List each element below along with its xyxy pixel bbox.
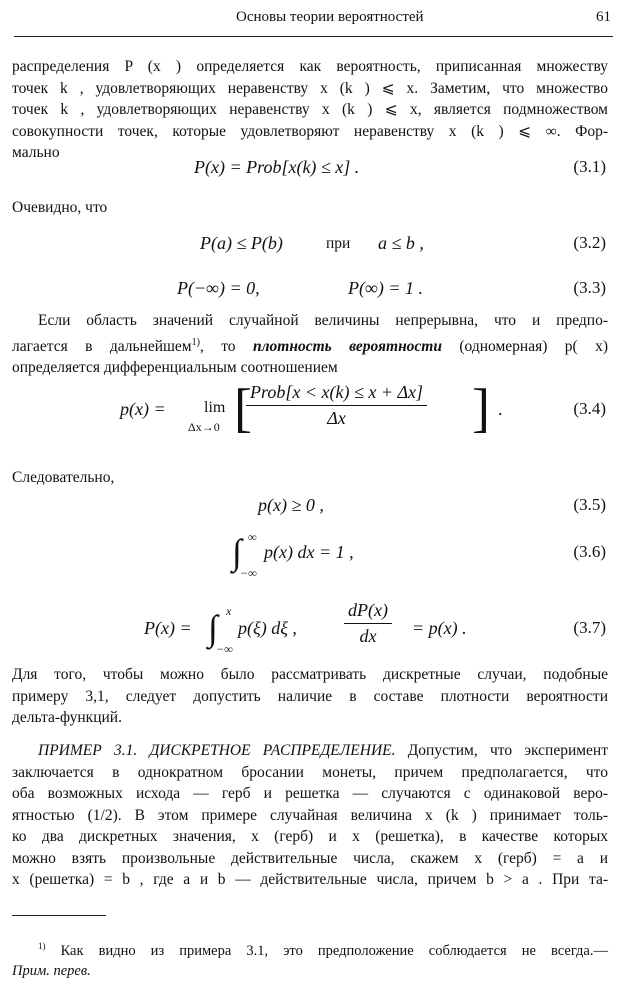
equation-number: (3.3) <box>573 278 606 297</box>
integral-sign: ∫ <box>232 532 242 572</box>
footnote <box>12 936 608 981</box>
equation-3-4 <box>12 380 608 444</box>
text-line <box>12 332 608 358</box>
text-line: ятностью (1/2). В этом примере случайная величина x (k ) принимает толь- <box>12 806 608 824</box>
text-line: оба возможных исхода — герб и решетка — случаются с одинаковой веро- <box>12 785 608 802</box>
fraction <box>344 600 392 647</box>
text-line: Для того, чтобы можно было рассматривать дискретные случаи, подобные <box>12 666 608 683</box>
fraction-denominator: Δx <box>327 408 346 428</box>
paragraph-obviously <box>12 197 608 219</box>
text-line: x (решетка) = b , где a и b — действительные числа, причем b > a . При та- <box>12 871 608 888</box>
text-line: определяется дифференциальным соотношением <box>12 359 338 377</box>
text-segment: , то <box>199 337 253 355</box>
integral-lower-limit: −∞ <box>240 566 257 580</box>
example-heading: ПРИМЕР 3.1. ДИСКРЕТНОЕ РАСПРЕДЕЛЕНИЕ. <box>38 742 396 759</box>
equation-number: (3.2) <box>573 233 606 252</box>
text-segment: лагается в дальнейшем <box>12 337 192 355</box>
text-line: Следовательно, <box>12 469 115 486</box>
term-probability-density: плотность вероятности <box>252 337 442 355</box>
equation-3-7 <box>12 598 608 660</box>
equation-number: (3.6) <box>573 542 606 561</box>
equation-3-6 <box>12 530 608 584</box>
text-line: распределения P (x ) определяется как вероятность, приписанная множеству <box>12 58 608 75</box>
integral-lower-limit: −∞ <box>216 642 233 656</box>
left-bracket: [ <box>234 378 252 438</box>
text-line: совокупности точек, которые удовлетворяют неравенству x (k ) ⩽ ∞. Фор- <box>12 122 608 140</box>
text-line: ко два дискретных значения, x (герб) и x (решетка), в качестве которых <box>12 828 608 845</box>
text-line: дельта-функций. <box>12 709 122 726</box>
integral-upper-limit: ∞ <box>248 530 257 544</box>
text-line: Очевидно, что <box>12 199 108 216</box>
paragraph-consequently <box>12 467 608 489</box>
footnote-rule <box>12 915 106 916</box>
equation-3-1 <box>12 157 608 185</box>
right-bracket: ] <box>472 378 490 438</box>
integral-sign: ∫ <box>208 608 218 648</box>
equation-body: p(x) dx = 1 , <box>264 542 354 562</box>
text-line <box>12 740 608 762</box>
equation-number: (3.4) <box>573 399 606 418</box>
fraction-denominator: dx <box>359 626 377 646</box>
paragraph-density-definition <box>12 310 608 379</box>
fraction-numerator: dP(x) <box>344 600 392 624</box>
translator-note: Прим. перев. <box>12 962 91 979</box>
equation-3-3 <box>12 278 608 306</box>
text-segment: Допустим, что эксперимент <box>395 742 608 759</box>
period: . <box>498 399 503 419</box>
equation-rhs: = p(x) . <box>412 618 467 638</box>
text-line: точек k , удовлетворяющих неравенству x (k ) ⩽ x. Заметим, что множество <box>12 79 608 97</box>
limit-operator: lim <box>204 399 226 416</box>
text-line: примеру 3,1, следует допустить наличие в составе плотности вероятности <box>12 687 608 705</box>
equation-right: P(∞) = 1 . <box>348 278 423 298</box>
equation-formula: P(a) ≤ P(b) <box>200 233 283 253</box>
paragraph-distribution-definition <box>12 56 608 164</box>
equation-body: p(ξ) dξ , <box>238 618 297 638</box>
equation-left: P(−∞) = 0, <box>177 278 260 298</box>
equation-number: (3.5) <box>573 495 606 514</box>
fraction-numerator: Prob[x < x(k) ≤ x + Δx] <box>246 382 427 406</box>
integral-upper-limit: x <box>226 604 232 618</box>
limit-subscript: Δx→0 <box>188 420 220 434</box>
text-line: Если область значений случайной величины непрерывна, что и предпо- <box>38 312 608 329</box>
footnote-text: Как видно из примера 3.1, это предположение соблюдается не всегда.— <box>45 942 608 959</box>
running-header <box>14 6 613 30</box>
equation-lhs: P(x) = <box>144 618 192 638</box>
equation-condition: a ≤ b , <box>378 233 424 253</box>
text-line: мально <box>12 144 60 161</box>
running-title: Основы теории вероятностей <box>236 9 424 25</box>
page-number: 61 <box>596 9 611 25</box>
footnote-marker: 1) <box>38 941 46 951</box>
equation-number: (3.7) <box>573 618 606 637</box>
equation-number: (3.1) <box>573 157 606 176</box>
equation-word: при <box>326 235 351 252</box>
paragraph-example-3-1 <box>12 740 608 891</box>
equation-lhs: p(x) = <box>120 399 166 419</box>
text-line: заключается в однократном бросании монеты, причем предполагается, что <box>12 763 608 781</box>
text-line: можно взять произвольные действительные числа, скажем x (герб) = a и <box>12 849 608 867</box>
footnote-line <box>12 936 608 961</box>
fraction <box>246 382 427 429</box>
text-segment: (одномерная) p( x) <box>442 337 609 355</box>
footnote-marker: 1) <box>191 336 200 348</box>
equation-formula: P(x) = Prob[x(k) ≤ x] . <box>194 157 360 177</box>
text-line: точек k , удовлетворяющих неравенству x (k ) ⩽ x, является подмножеством <box>12 101 608 118</box>
equation-3-5 <box>12 495 608 523</box>
header-rule <box>14 36 613 37</box>
equation-formula: p(x) ≥ 0 , <box>258 495 324 515</box>
paragraph-discrete-cases <box>12 664 608 729</box>
equation-3-2 <box>12 233 608 261</box>
